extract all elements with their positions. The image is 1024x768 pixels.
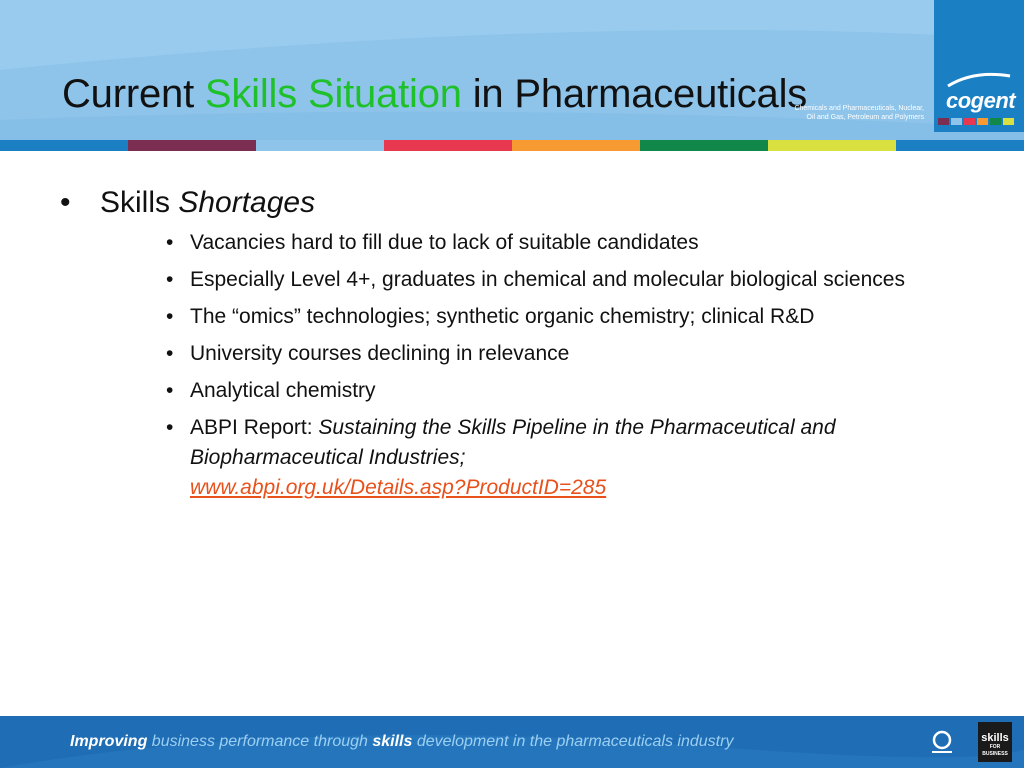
list-item: [166, 339, 980, 369]
bullet-marker: •: [60, 186, 71, 219]
list-item: [166, 376, 980, 406]
color-stripe-segment: [896, 140, 1024, 151]
title-part-2: in Pharmaceuticals: [461, 72, 808, 116]
cogent-color-squares: [938, 118, 1014, 125]
color-stripe-segment: [768, 140, 896, 151]
logo-color-square: [1003, 118, 1014, 125]
title-part-1: Current: [62, 72, 205, 116]
logo-color-square: [990, 118, 1001, 125]
slide-footer: [0, 716, 1024, 768]
color-stripe-segment: [512, 140, 640, 151]
footer-word-improving: Improving: [70, 733, 148, 750]
footer-tagline: [70, 733, 733, 751]
list-item-text: Analytical chemistry: [190, 379, 376, 402]
heading-bullet: [60, 186, 980, 220]
list-item-text: Especially Level 4+, graduates in chemical and molecular biological sciences: [190, 268, 905, 291]
color-stripe-segment: [640, 140, 768, 151]
list-item: [166, 228, 980, 258]
color-stripe-segment: [128, 140, 256, 151]
heading-italic: Shortages: [178, 186, 316, 219]
logo-color-square: [938, 118, 949, 125]
bullet-marker: •: [166, 231, 174, 254]
cogent-swoosh-icon: [944, 70, 1014, 90]
list-item: [166, 265, 980, 295]
title-accent: Skills Situation: [204, 72, 462, 116]
list-item-text: University courses declining in relevance: [190, 342, 570, 365]
skills-logo-word: skills: [981, 732, 1009, 744]
bullet-marker: •: [166, 268, 174, 291]
bullet-marker: •: [166, 379, 174, 402]
footer-text-2: development in the pharmaceuticals industry: [412, 733, 734, 750]
logo-color-square: [951, 118, 962, 125]
list-item: [166, 302, 980, 332]
skills-for-business-logo: [978, 722, 1012, 762]
heading-text: Skills: [100, 186, 179, 219]
cogent-logo-subtitle: [724, 104, 924, 122]
investors-in-people-icon: [928, 728, 956, 756]
cogent-subtitle-line-1: Chemicals and Pharmaceuticals, Nuclear,: [794, 105, 924, 112]
logo-color-square: [964, 118, 975, 125]
abpi-link[interactable]: www.abpi.org.uk/Details.asp?ProductID=285: [190, 476, 607, 499]
color-stripe-segment: [384, 140, 512, 151]
cogent-subtitle-line-2: Oil and Gas, Petroleum and Polymers: [806, 114, 924, 121]
footer-word-skills: skills: [372, 733, 413, 750]
list-item-text: The “omics” technologies; synthetic organic chemistry; clinical R&D: [190, 305, 815, 328]
list-item-text: Vacancies hard to fill due to lack of suitable candidates: [190, 231, 699, 254]
footer-text-1: business performance through: [147, 733, 373, 750]
bullet-marker: •: [166, 416, 174, 439]
skills-logo-sub: FOR BUSINESS: [982, 744, 1008, 757]
sub-bullet-list: [60, 228, 980, 503]
abpi-label: ABPI Report:: [190, 416, 319, 439]
bullet-marker: •: [166, 342, 174, 365]
list-item-abpi: [166, 413, 980, 503]
slide-content: [60, 186, 980, 510]
color-stripe-bar: [0, 140, 1024, 151]
color-stripe-segment: [256, 140, 384, 151]
abpi-report-title: Sustaining the Skills Pipeline in the Pharmaceutical and Biopharmaceutical Industries;: [190, 416, 836, 469]
logo-color-square: [977, 118, 988, 125]
bullet-marker: •: [166, 305, 174, 328]
cogent-logo: cogent: [946, 88, 1016, 113]
slide-title: [62, 72, 807, 117]
color-stripe-segment: [0, 140, 128, 151]
